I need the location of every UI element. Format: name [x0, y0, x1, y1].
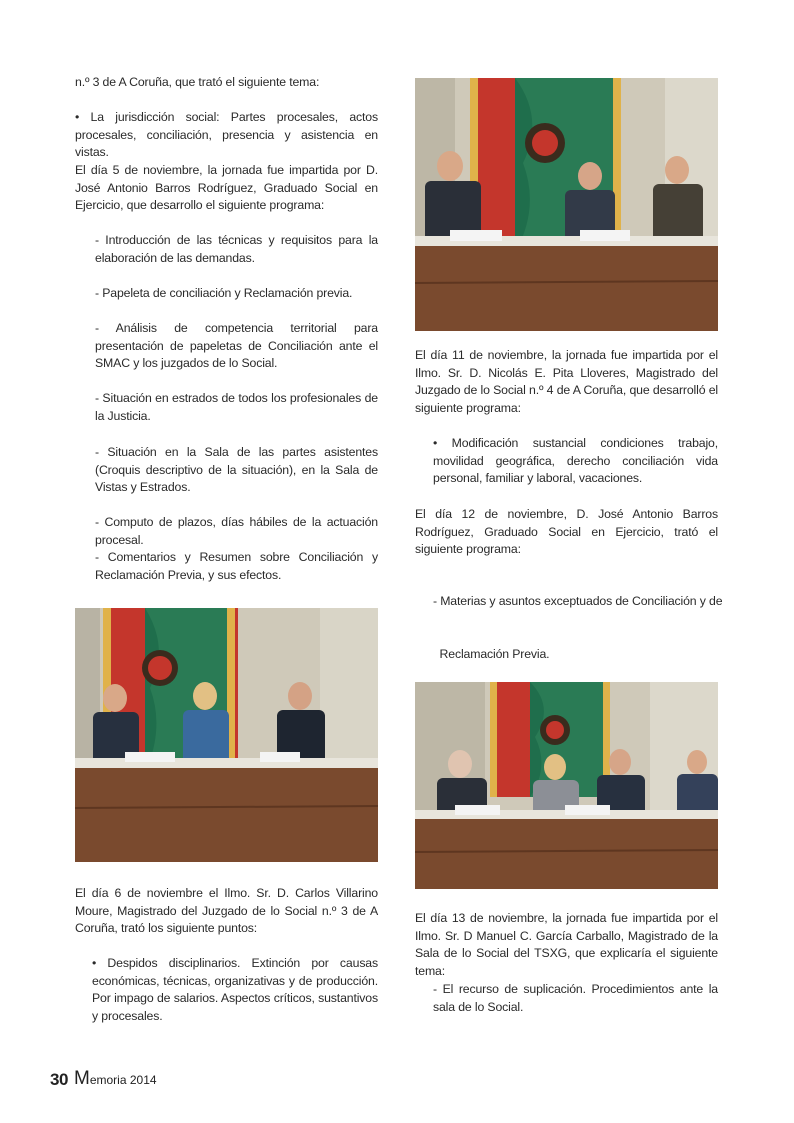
publication-title	[74, 1068, 157, 1090]
conference-photo-left	[75, 608, 378, 862]
left-list-item-5: - Situación en la Sala de las partes asistentes (Croquis descriptivo de la situación), en la Sala de Vistas y Estrados.	[95, 445, 378, 495]
left-paragraph-5: • Despidos disciplinarios. Extinción por causas económicas, técnicas, organizativas y de producción. Por impago de salarios. Aspectos críticos, sustantivos y procesales.	[92, 956, 378, 1023]
right-paragraph-3: El día 12 de noviembre, D. José Antonio Barros Rodríguez, Graduado Social en Ejercicio, trató el siguiente programa:	[415, 507, 718, 557]
left-list-item-2: - Papeleta de conciliación y Reclamación previa.	[95, 286, 353, 300]
left-list-item-4: - Situación en estrados de todos los profesionales de la Justicia.	[95, 391, 378, 423]
right-list-item: - Materias y asuntos exceptuados de Conciliación y de	[433, 594, 723, 609]
left-list-item-6: - Computo de plazos, días hábiles de la actuación procesal.	[95, 515, 378, 547]
left-list-item-3: - Análisis de competencia territorial para presentación de papeletas de Conciliación ante el SMAC y los juzgados de lo Social.	[95, 321, 378, 371]
conference-photo-top-right	[415, 78, 718, 331]
right-paragraph-2: • Modificación sustancial condiciones trabajo, movilidad geográfica, derecho conciliación vida personal, familiar y laboral, vacaciones.	[433, 436, 718, 486]
right-paragraph-5: - El recurso de suplicación. Procedimientos ante la sala de lo Social.	[433, 982, 718, 1014]
left-paragraph-4: El día 6 de noviembre el Ilmo. Sr. D. Carlos Villarino Moure, Magistrado del Juzgado de lo Social n.º 3 de A Coruña, trató los siguiente puntos:	[75, 886, 378, 936]
publication-title-rest: emoria 2014	[89, 1073, 157, 1087]
page-number: 30	[50, 1070, 68, 1089]
right-paragraph-1: El día 11 de noviembre, la jornada fue impartida por el Ilmo. Sr. D. Nicolás E. Pita Lloveres, Magistrado del Juzgado de lo Social n.º 4 de A Coruña, que desarrolló el siguiente programa:	[415, 348, 718, 415]
left-list-item-7: - Comentarios y Resumen sobre Conciliación y Reclamación Previa, y sus efectos.	[95, 550, 378, 582]
left-paragraph-2: • La jurisdicción social: Partes procesales, actos procesales, conciliación, presencia y asistencia en vistas.	[75, 110, 378, 160]
right-list-item: Reclamación Previa.	[433, 646, 550, 661]
right-paragraph-4: El día 13 de noviembre, la jornada fue impartida por el Ilmo. Sr. D Manuel C. García Carballo, Magistrado de la Sala de lo Social del TSXG, que explicaría el siguiente tema:	[415, 911, 718, 978]
conference-photo-bottom-right	[415, 682, 718, 889]
left-paragraph-1: n.º 3 de A Coruña, que trató el siguiente tema:	[75, 75, 320, 89]
left-list-item-1: - Introducción de las técnicas y requisitos para la elaboración de las demandas.	[95, 233, 378, 265]
publication-title-initial: M	[74, 1068, 90, 1089]
left-paragraph-3: El día 5 de noviembre, la jornada fue impartida por D. José Antonio Barros Rodríguez, Graduado Social en Ejercicio, que desarrollo el siguiente programa:	[75, 163, 378, 213]
